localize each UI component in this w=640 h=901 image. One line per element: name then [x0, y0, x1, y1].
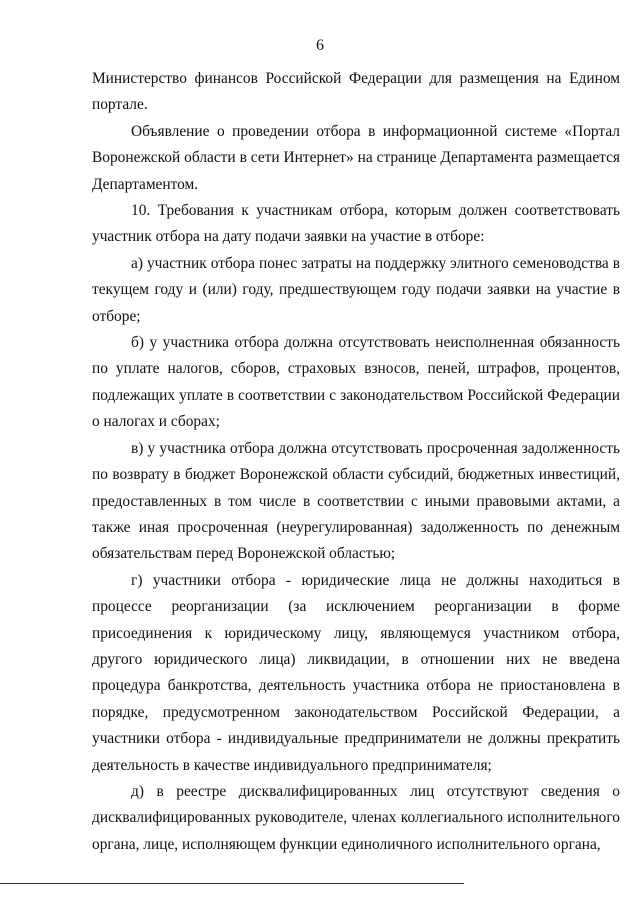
paragraph-requirements-intro: 10. Требования к участникам отбора, которым должен соответствовать участник отбора на дату подачи заявки на участие в отборе: [92, 202, 620, 246]
list-item-a: а) участник отбора понес затраты на поддержку элитного семеноводства в текущем году и (или) году, предшествующем году подачи заявки на участие в отборе; [92, 254, 620, 325]
list-item-g: г) участники отбора - юридические лица не должны находиться в процессе реорганизации (за исключением реорганизации в форме присоединения к юридическому лицу, являющемуся участником отбора, другого юридического лица) ликвидации, в отношении них не введена процедура банкротства, деятельность участника отбора не приостановлена в порядке, предусмотренном законодательством Российской Федерации, а участники отбора - индивидуальные предприниматели не должны прекратить деятельность в качестве индивидуального предпринимателя; [92, 571, 620, 774]
paragraph-announcement: Объявление о проведении отбора в информационной системе «Портал Воронежской области в сети Интернет» на странице Департамента размещается Департаментом. [92, 122, 620, 193]
list-item-d: д) в реестре дисквалифицированных лиц отсутствуют сведения о дисквалифицированных руководителе, членах коллегиального исполнительного органа, лице, исполняющем функции единоличного исполнительного органа, [92, 782, 620, 853]
document-body [92, 66, 620, 858]
page-number: 6 [316, 37, 324, 54]
paragraph-continuation: Министерство финансов Российской Федерации для размещения на Едином портале. [92, 70, 620, 114]
list-item-v: в) у участника отбора должна отсутствовать просроченная задолженность по возврату в бюджет Воронежской области субсидий, бюджетных инвестиций, предоставленных в том числе в соответствии с иными правовыми актами, а также иная просроченная (неурегулированная) задолженность по денежным обязательствам перед Воронежской областью; [92, 439, 620, 563]
list-item-b: б) у участника отбора должна отсутствовать неисполненная обязанность по уплате налогов, сборов, страховых взносов, пеней, штрафов, процентов, подлежащих уплате в соответствии с законодательством Российской Федерации о налогах и сборах; [92, 334, 620, 431]
bottom-rule [0, 883, 464, 884]
